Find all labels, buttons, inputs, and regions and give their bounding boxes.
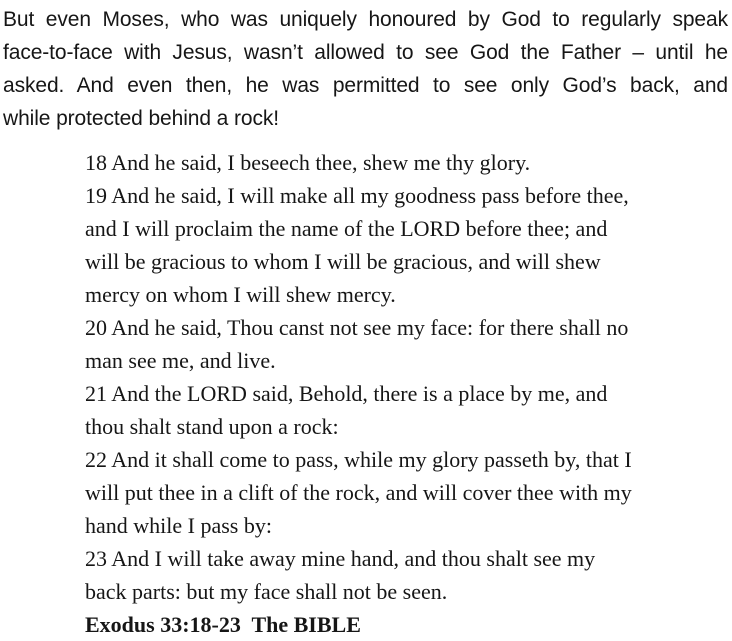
intro-line: asked. And even then, he was permitted to see only God’s back, and [3,74,728,97]
verse-line: back parts: but my face shall not be seen. [85,579,448,604]
intro-line: while protected behind a rock! [3,107,279,130]
intro-line: But even Moses, who was uniquely honoured by God to regularly speak [3,8,728,31]
verse-line: 21 And the LORD said, Behold, there is a place by me, and [85,381,608,406]
verse-line: will be gracious to whom I will be gracious, and will shew [85,249,601,274]
scripture-reference: Exodus 33:18-23 The BIBLE [85,612,361,637]
verse-line: will put thee in a clift of the rock, and will cover thee with my [85,480,632,505]
verse-line: 22 And it shall come to pass, while my glory passeth by, that I [85,447,632,472]
verse-line: 20 And he said, Thou canst not see my face: for there shall no [85,315,629,340]
verse-line: 19 And he said, I will make all my goodness pass before thee, [85,183,629,208]
verse-line: man see me, and live. [85,348,276,373]
verse-line: 18 And he said, I beseech thee, shew me thy glory. [85,150,531,175]
intro-line: face-to-face with Jesus, wasn’t allowed to see God the Father – until he [3,41,728,64]
scripture-quote-block [85,146,731,641]
intro-paragraph [3,3,728,135]
verse-line: thou shalt stand upon a rock: [85,414,339,439]
verse-line: mercy on whom I will shew mercy. [85,282,396,307]
verse-line: 23 And I will take away mine hand, and thou shalt see my [85,546,596,571]
verse-line: and I will proclaim the name of the LORD before thee; and [85,216,608,241]
verse-line: hand while I pass by: [85,513,272,538]
